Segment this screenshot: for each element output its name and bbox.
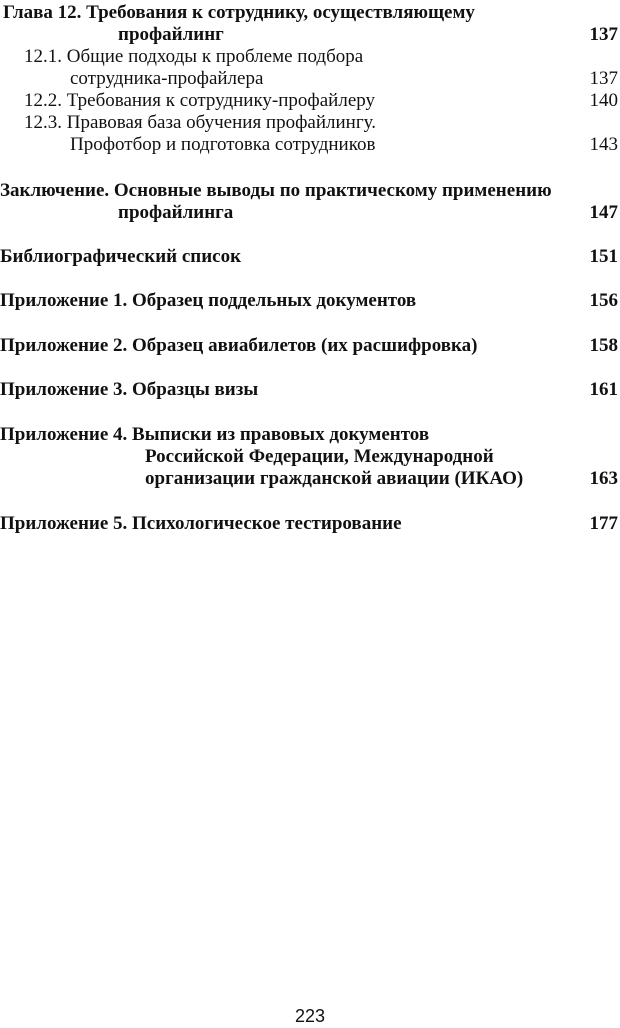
toc-page-number: 163 xyxy=(589,468,618,489)
toc-entry-conclusion-line1 xyxy=(0,180,620,202)
toc-entry-title-continuation: организации гражданской авиации (ИКАО) xyxy=(145,468,524,489)
toc-entry-title: Приложение 2. Образец авиабилетов (их расшифровка) xyxy=(0,335,478,356)
toc-entry-title-continuation: Российской Федерации, Международной xyxy=(145,446,494,467)
toc-entry-title-continuation: профайлинга xyxy=(118,202,234,223)
toc-page-number: 137 xyxy=(589,68,618,89)
toc-entry-section-12-3-line2 xyxy=(0,134,620,156)
page-number-footer: 223 xyxy=(294,1006,326,1026)
toc-entry-title: Заключение. Основные выводы по практическому применению xyxy=(0,180,552,201)
toc-entry-title-continuation: сотрудника-профайлера xyxy=(70,68,264,89)
toc-entry-title: Приложение 1. Образец поддельных документов xyxy=(0,290,417,311)
toc-entry-chapter-12-line1 xyxy=(0,2,620,24)
toc-entry-section-12-1-line1 xyxy=(0,46,620,68)
toc-entry-appendix-5 xyxy=(0,513,620,535)
toc-page-number: 161 xyxy=(589,379,618,400)
toc-entry-title: Библиографический список xyxy=(0,246,242,267)
toc-entry-section-12-1-line2 xyxy=(0,68,620,90)
toc-entry-title: Приложение 3. Образцы визы xyxy=(0,379,259,400)
toc-entry-appendix-3 xyxy=(0,379,620,401)
toc-entry-section-12-2 xyxy=(0,90,620,112)
toc-page-number: 137 xyxy=(589,24,618,45)
toc-page-number: 158 xyxy=(589,335,618,356)
toc-entry-conclusion-line2 xyxy=(0,202,620,224)
toc-page-number: 143 xyxy=(589,134,618,155)
toc-entry-appendix-2 xyxy=(0,335,620,357)
toc-page-number: 140 xyxy=(589,90,618,111)
toc-entry-appendix-4-line1 xyxy=(0,424,620,446)
toc-entry-title: Приложение 5. Психологическое тестирование xyxy=(0,513,402,534)
toc-entry-title: 12.3. Правовая база обучения профайлингу. xyxy=(24,112,376,133)
toc-entry-appendix-4-line3 xyxy=(0,468,620,490)
toc-entry-title: 12.2. Требования к сотруднику-профайлеру xyxy=(24,90,375,111)
toc-page-number: 177 xyxy=(589,513,618,534)
toc-page-number: 156 xyxy=(589,290,618,311)
toc-entry-title: Глава 12. Требования к сотруднику, осуществляющему xyxy=(3,2,475,23)
toc-entry-section-12-3-line1 xyxy=(0,112,620,134)
toc-entry-title: 12.1. Общие подходы к проблеме подбора xyxy=(24,46,364,67)
toc-entry-bibliography xyxy=(0,246,620,268)
toc-entry-title-continuation: Профотбор и подготовка сотрудников xyxy=(70,134,376,155)
toc-entry-chapter-12-line2 xyxy=(0,24,620,46)
toc-entry-title: Приложение 4. Выписки из правовых документов xyxy=(0,424,430,445)
toc-entry-appendix-1 xyxy=(0,290,620,312)
toc-page-number: 151 xyxy=(589,246,618,267)
toc-entry-title-continuation: профайлинг xyxy=(118,24,224,45)
toc-page-number: 147 xyxy=(589,202,618,223)
toc-entry-appendix-4-line2 xyxy=(0,446,620,468)
